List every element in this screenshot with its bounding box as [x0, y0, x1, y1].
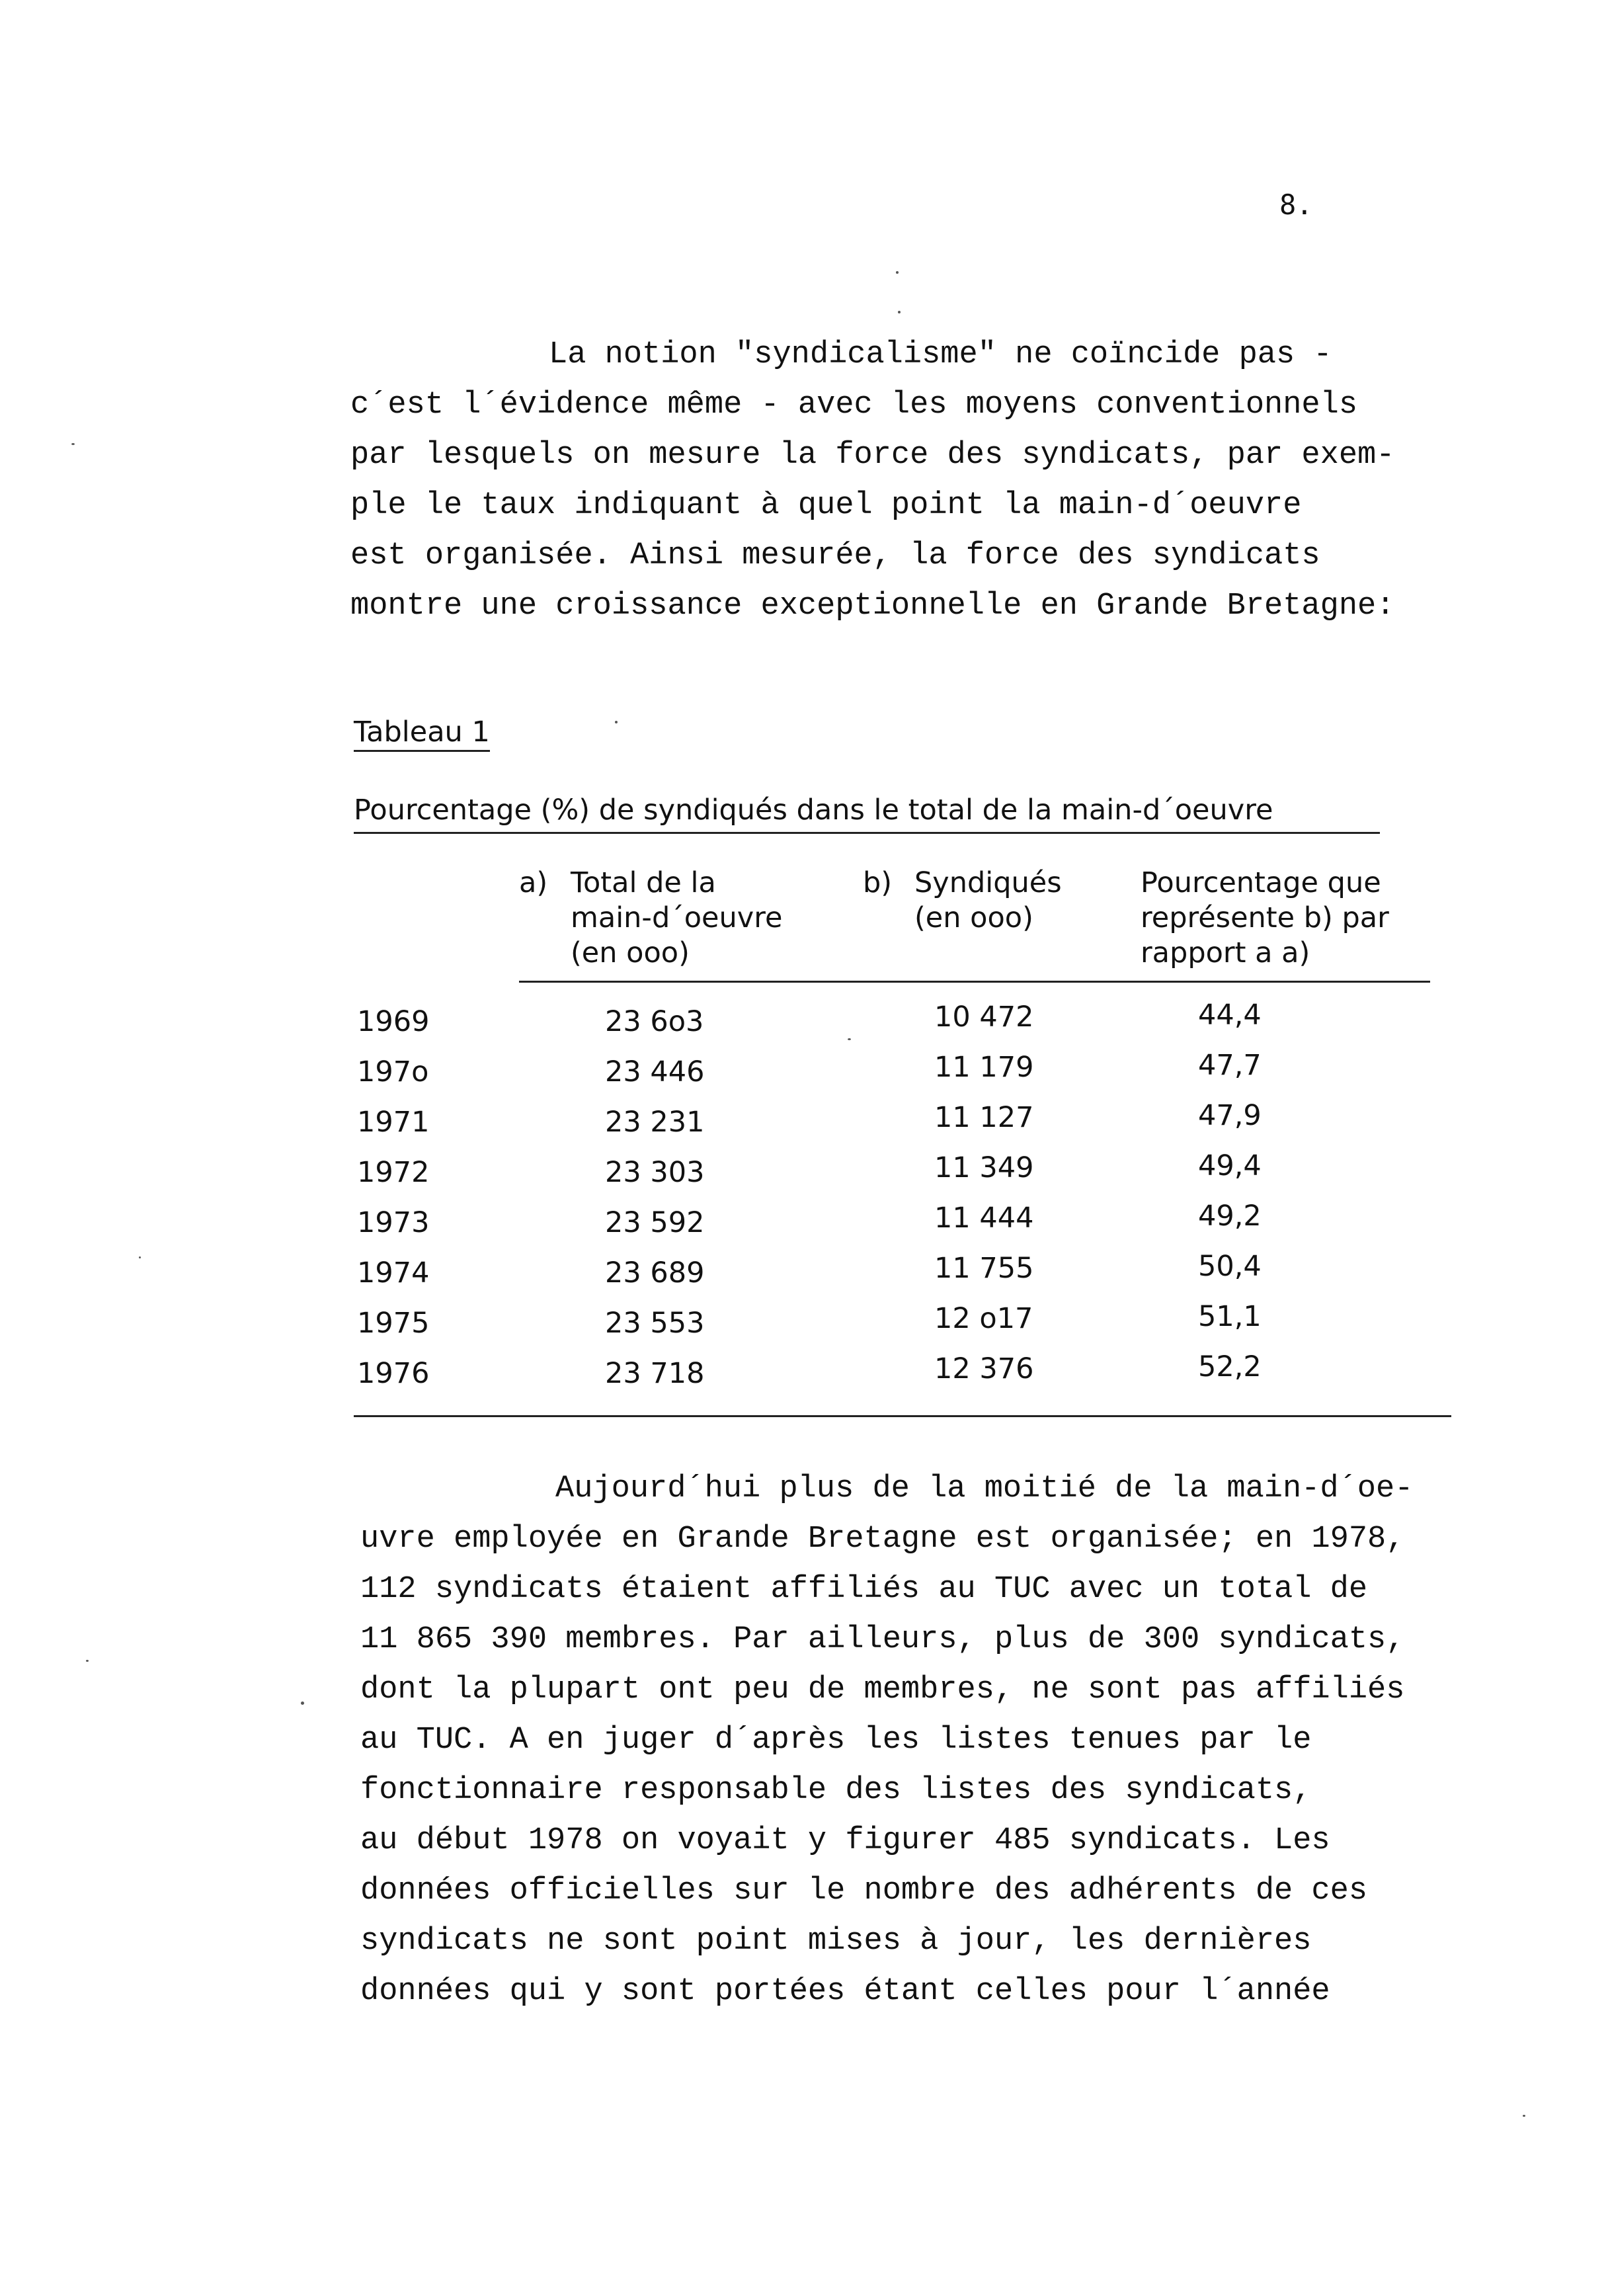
text-line: 11 865 390 membres. Par ailleurs, plus de 300 syndicats,	[360, 1622, 1405, 1657]
text-line: syndicats ne sont point mises à jour, les dernières	[360, 1924, 1312, 1959]
scan-speck	[898, 311, 901, 313]
text-line: données qui y sont portées étant celles pour l´année	[360, 1974, 1330, 2009]
text-line: données officielles sur le nombre des adhérents de ces	[360, 1873, 1368, 1908]
row-pourcentage: 49,4	[1198, 1149, 1262, 1182]
text-line: c´est l´évidence même - avec les moyens conventionnels	[350, 388, 1358, 423]
text-line: La notion "syndicalisme" ne coïncide pas -	[549, 337, 1332, 372]
text-line: 112 syndicats étaient affiliés au TUC avec un total de	[360, 1572, 1368, 1607]
row-total: 23 231	[605, 1106, 705, 1139]
row-syndiques: 11 179	[934, 1051, 1034, 1084]
column-header-line: (en ooo)	[914, 901, 1033, 934]
text-line: montre une croissance exceptionnelle en Grande Bretagne:	[350, 589, 1395, 624]
column-marker: a)	[519, 866, 548, 899]
text-line: au début 1978 on voyait y figurer 485 syndicats. Les	[360, 1823, 1330, 1858]
row-pourcentage: 47,7	[1198, 1049, 1262, 1082]
column-header-line: Total de la	[571, 866, 716, 899]
row-syndiques: 11 127	[934, 1101, 1034, 1134]
text-line: ple le taux indiquant à quel point la main-d´oeuvre	[350, 488, 1302, 523]
row-syndiques: 11 349	[934, 1151, 1034, 1184]
page-number: 8.	[1279, 188, 1313, 221]
text-line: fonctionnaire responsable des listes des syndicats,	[360, 1773, 1312, 1808]
row-year: 1972	[357, 1156, 430, 1189]
text-line: dont la plupart ont peu de membres, ne sont pas affiliés	[360, 1672, 1405, 1707]
row-total: 23 553	[605, 1307, 705, 1340]
row-syndiques: 10 472	[934, 1001, 1034, 1034]
row-syndiques: 12 376	[934, 1352, 1034, 1385]
text-line: uvre employée en Grande Bretagne est organisée; en 1978,	[360, 1522, 1405, 1557]
column-header-line: Syndiqués	[914, 866, 1062, 899]
row-year: 1969	[357, 1005, 430, 1038]
scan-speck	[615, 721, 618, 723]
row-pourcentage: 49,2	[1198, 1200, 1262, 1233]
row-total: 23 689	[605, 1256, 705, 1290]
column-header-line: représente b) par	[1141, 901, 1389, 934]
row-total: 23 718	[605, 1357, 705, 1390]
column-marker: b)	[863, 866, 893, 899]
row-year: 1971	[357, 1106, 430, 1139]
text-line: est organisée. Ainsi mesurée, la force des syndicats	[350, 538, 1320, 573]
text-line: Aujourd´hui plus de la moitié de la main-d´oe-	[555, 1471, 1414, 1506]
row-total: 23 303	[605, 1156, 705, 1189]
scan-speck	[848, 1038, 851, 1040]
table-subtitle-underline	[354, 832, 1380, 834]
row-pourcentage: 50,4	[1198, 1250, 1262, 1283]
column-header-line: rapport a a)	[1141, 936, 1310, 969]
row-year: 1973	[357, 1206, 430, 1239]
scan-speck	[301, 1702, 304, 1705]
row-year: 197o	[357, 1055, 429, 1088]
scan-speck	[139, 1256, 141, 1258]
scan-speck	[896, 271, 899, 274]
row-total: 23 446	[605, 1055, 705, 1088]
table-subtitle: Pourcentage (%) de syndiqués dans le total de la main-d´oeuvre	[354, 794, 1273, 827]
scan-speck	[71, 443, 75, 445]
table-bottom-rule	[354, 1415, 1451, 1417]
row-syndiques: 11 444	[934, 1202, 1034, 1235]
row-total: 23 6o3	[605, 1005, 704, 1038]
row-pourcentage: 47,9	[1198, 1099, 1262, 1132]
table-header-rule	[519, 981, 1430, 983]
row-year: 1975	[357, 1307, 430, 1340]
row-pourcentage: 51,1	[1198, 1300, 1262, 1333]
text-line: au TUC. A en juger d´après les listes tenues par le	[360, 1723, 1312, 1758]
row-pourcentage: 52,2	[1198, 1350, 1262, 1383]
row-total: 23 592	[605, 1206, 705, 1239]
column-header-line: main-d´oeuvre	[571, 901, 783, 934]
row-pourcentage: 44,4	[1198, 999, 1262, 1032]
table-caption: Tableau 1	[354, 716, 490, 752]
text-line: par lesquels on mesure la force des syndicats, par exem-	[350, 438, 1395, 473]
row-year: 1976	[357, 1357, 430, 1390]
scan-speck	[86, 1660, 89, 1662]
row-year: 1974	[357, 1256, 430, 1290]
row-syndiques: 12 o17	[934, 1302, 1033, 1335]
scan-speck	[1523, 2115, 1525, 2117]
column-header-line: Pourcentage que	[1141, 866, 1381, 899]
column-header-line: (en ooo)	[571, 936, 690, 969]
row-syndiques: 11 755	[934, 1252, 1034, 1285]
